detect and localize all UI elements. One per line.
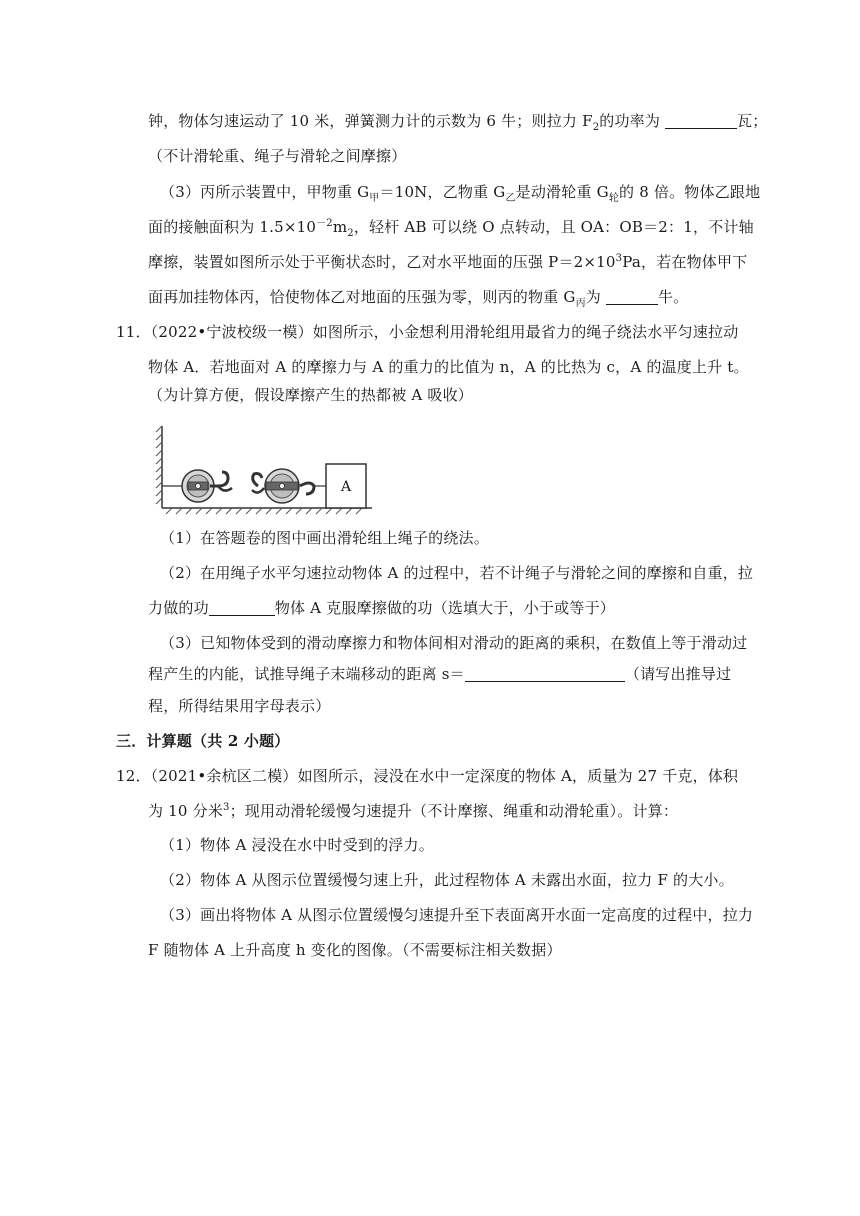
answer-blank[interactable]: [465, 666, 625, 682]
block-a: [326, 464, 366, 508]
q11-part3-line-3: [148, 696, 330, 716]
text: （3）丙所示装置中，甲物重 G: [160, 183, 370, 201]
q10-line-2: [148, 146, 406, 166]
section-title: [116, 731, 289, 751]
q11-part3-line-2: [148, 664, 731, 684]
subscript: 2: [592, 122, 600, 133]
text: （2）物体 A 从图示位置缓慢匀速上升，此过程物体 A 未露出水面，拉力 F 的大小。: [160, 871, 734, 889]
text: 程产生的内能，试推导绳子末端移动的距离 s＝: [148, 665, 465, 683]
block-a-label: A: [340, 479, 352, 495]
text: 程，所得结果用字母表示）: [148, 697, 331, 715]
text: （3）画出将物体 A 从图示位置缓慢匀速提升至下表面离开水面一定高度的过程中，拉力: [160, 906, 754, 924]
subscript: 丙: [575, 298, 586, 309]
q11-line-1: [116, 322, 738, 342]
q12-part2: [160, 870, 734, 890]
q10-line-1: [148, 111, 767, 131]
text: （2）在用绳子水平匀速拉动物体 A 的过程中，若不计绳子与滑轮之间的摩擦和自重，拉: [160, 564, 754, 582]
superscript: 3: [223, 802, 230, 813]
text: （请写出推导过: [624, 665, 732, 683]
q11-part2-line-2: [148, 598, 615, 618]
text: 为 10 分米: [148, 802, 224, 820]
text: 三．计算题（共 2 小题）: [116, 732, 290, 750]
answer-blank[interactable]: [209, 600, 275, 616]
text: 瓦；: [737, 112, 768, 130]
text: 牛。: [657, 288, 689, 306]
text: 为: [585, 288, 601, 306]
text: 的功率为: [599, 112, 661, 130]
text: ，轻杆 AB 可以绕 O 点转动，且 OA：OB＝2：1，不计轴: [353, 218, 754, 236]
subscript: 甲: [369, 193, 380, 204]
text: ＝10N，乙物重 G: [379, 183, 506, 201]
text: 12．（2021•余杭区二模）如图所示，浸没在水中一定深度的物体 A，质量为 27 千克，体积: [116, 767, 739, 785]
wall-hatch: [156, 426, 162, 508]
q12-part3-line-1: [160, 905, 753, 925]
subscript: 乙: [505, 193, 516, 204]
q11-part2-line-1: [160, 563, 753, 583]
text: （1）在答题卷的图中画出滑轮组上绳子的绕法。: [160, 529, 489, 547]
fixed-pulley: [162, 470, 232, 502]
text: F 随物体 A 上升高度 h 变化的图像。（不需要标注相关数据）: [148, 941, 562, 959]
movable-pulley: [252, 469, 326, 503]
q11-part1: [160, 528, 489, 548]
q12-part3-line-2: [148, 940, 562, 960]
text: 物体 A．若地面对 A 的摩擦力与 A 的重力的比值为 n，A 的比热为 c，A 的温度上升 t。: [148, 358, 749, 376]
text: 物体 A 克服摩擦做的功（选填大于，小于或等于）: [274, 599, 615, 617]
text: （3）已知物体受到的滑动摩擦力和物体间相对滑动的距离的乘积，在数值上等于滑动过: [160, 634, 748, 652]
q10-part3-line-1: [160, 182, 760, 202]
text: （为计算方便，假设摩擦产生的热都被 A 吸收）: [148, 386, 473, 404]
text: 是动滑轮重 G: [515, 183, 609, 201]
text: 11．（2022•宁波校级一模）如图所示，小金想利用滑轮组用最省力的绳子绕法水平匀速拉动: [116, 323, 739, 341]
text: （1）物体 A 浸没在水中时受到的浮力。: [160, 836, 434, 854]
answer-blank[interactable]: [606, 289, 658, 305]
ground-hatch: [162, 508, 372, 514]
subscript: 轮: [608, 193, 620, 204]
answer-blank[interactable]: [665, 113, 737, 129]
pulley-figure: [154, 424, 374, 520]
q12-line-1: [116, 766, 738, 786]
pulley-diagram: [154, 424, 374, 520]
text: m: [332, 218, 348, 236]
q11-line-3: [148, 385, 473, 405]
superscript: －2: [316, 218, 333, 229]
superscript: 3: [615, 253, 623, 264]
text: 力做的功: [148, 599, 209, 617]
q10-part3-line-3: [148, 252, 747, 272]
text: （不计滑轮重、绳子与滑轮之间摩擦）: [148, 147, 407, 165]
q12-line-2: [148, 801, 678, 821]
text: 的 8 倍。物体乙跟地: [619, 183, 761, 201]
subscript: 2: [347, 228, 354, 239]
text: 面再加挂物体丙，恰使物体乙对地面的压强为零，则丙的物重 G: [148, 288, 576, 306]
q11-line-2: [148, 357, 749, 377]
text: 面的接触面积为 1.5×10: [148, 218, 317, 236]
text: Pa，若在物体甲下: [622, 253, 748, 271]
q10-part3-line-2: [148, 217, 754, 237]
q12-part1: [160, 835, 434, 855]
q10-part3-line-4: [148, 287, 688, 307]
text: ；现用动滑轮缓慢匀速提升（不计摩擦、绳重和动滑轮重）。计算：: [229, 802, 679, 820]
q11-part3-line-1: [160, 633, 747, 653]
text: 钟，物体匀速运动了 10 米，弹簧测力计的示数为 6 牛；则拉力 F: [148, 112, 593, 130]
text: 摩擦，装置如图所示处于平衡状态时，乙对水平地面的压强 P＝2×10: [148, 253, 616, 271]
